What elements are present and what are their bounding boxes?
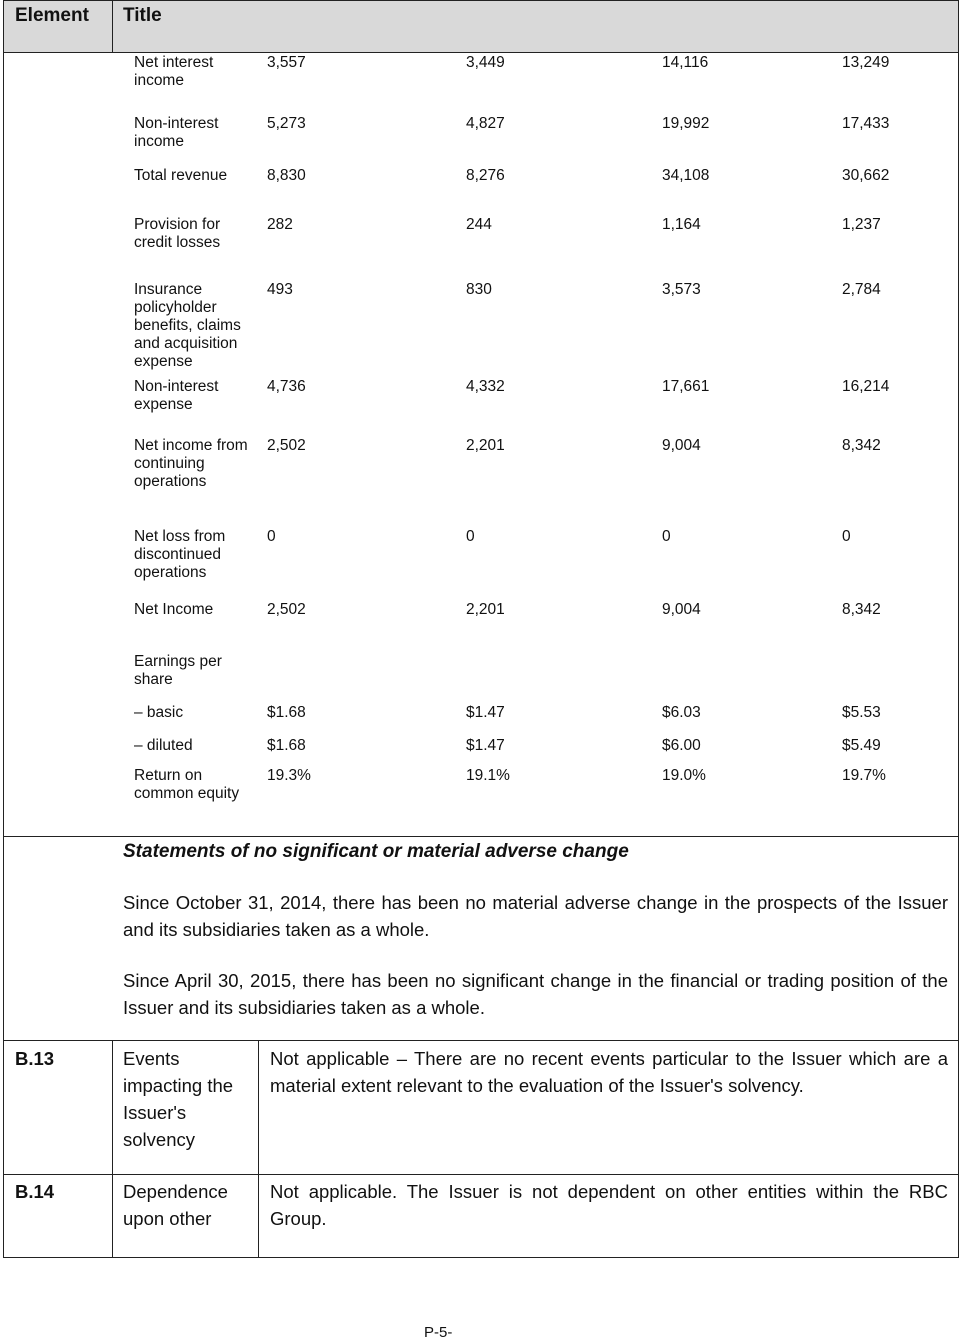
page-number: P-5- [424,1324,453,1341]
element-column-divider-top [112,0,113,52]
row-label: Net interest income [134,54,214,89]
row-divider-b14 [3,1174,959,1175]
cell-value: 19.7% [842,767,886,784]
cell-value: 3,557 [267,54,306,71]
element-text: Not applicable – There are no recent events particular to the Issuer which are a material extent relevant to the evaluation of the Issuer's solvency. [270,1048,948,1096]
element-id: B.14 [15,1181,55,1202]
cell-value: 9,004 [662,437,701,454]
cell-value: 19,992 [662,115,710,132]
cell-value: 17,661 [662,378,710,395]
cell-value: 244 [466,216,492,233]
cell-value: 4,736 [267,378,306,395]
cell-value: 2,502 [267,437,306,454]
row-label: – diluted [134,737,193,754]
row-label: Total revenue [134,167,228,184]
cell-value: 282 [267,216,293,233]
row-label: Non-interest expense [134,378,219,413]
row-label: Provision for credit losses [134,216,221,251]
cell-value: 34,108 [662,167,710,184]
cell-value: 2,502 [267,601,306,618]
cell-value: $1.47 [466,704,505,721]
cell-value: 0 [662,528,671,545]
cell-value: 19.3% [267,767,311,784]
cell-value: 16,214 [842,378,890,395]
cell-value: 17,433 [842,115,890,132]
cell-value: 493 [267,281,293,298]
cell-value: 0 [267,528,276,545]
cell-value: $5.49 [842,737,881,754]
title-column-divider-lower [258,1040,259,1258]
cell-value: 5,273 [267,115,306,132]
cell-value: 0 [466,528,475,545]
cell-value: 830 [466,281,492,298]
row-label: – basic [134,704,184,721]
cell-value: 2,784 [842,281,881,298]
paragraph: Since April 30, 2015, there has been no significant change in the financial or trading position of the Issuer and its subsidiaries taken as a whole. [123,970,948,1018]
cell-value: 2,201 [466,601,505,618]
cell-value: 9,004 [662,601,701,618]
cell-value: $6.03 [662,704,701,721]
cell-value: 30,662 [842,167,890,184]
row-divider-financial [3,836,959,837]
cell-value: 1,237 [842,216,881,233]
cell-value: 8,830 [267,167,306,184]
cell-value: $1.68 [267,737,306,754]
cell-value: 19.1% [466,767,510,784]
paragraph: Since October 31, 2014, there has been no material adverse change in the prospects of the Issuer and its subsidiaries taken as a whole. [123,892,948,940]
cell-value: $5.53 [842,704,881,721]
row-label: Net Income [134,601,214,618]
cell-value: 8,342 [842,601,881,618]
cell-value: 3,449 [466,54,505,71]
row-label: Insurance policyholder benefits, claims and acquisition expense [134,281,241,370]
cell-value: $1.47 [466,737,505,754]
cell-value: 8,276 [466,167,505,184]
cell-value: 4,827 [466,115,505,132]
cell-value: $1.68 [267,704,306,721]
header-divider [3,52,959,53]
element-title: Dependence upon other [123,1181,228,1229]
element-column-divider-lower [112,1040,113,1258]
header-title: Title [123,5,162,26]
row-label: Earnings per share [134,653,222,688]
cell-value: 3,573 [662,281,701,298]
cell-value: 0 [842,528,851,545]
header-element: Element [15,5,89,26]
cell-value: 13,249 [842,54,890,71]
cell-value: 19.0% [662,767,706,784]
cell-value: 8,342 [842,437,881,454]
cell-value: 2,201 [466,437,505,454]
cell-value: 14,116 [662,54,709,71]
cell-value: 1,164 [662,216,701,233]
row-label: Non-interest income [134,115,219,150]
row-label: Net income from continuing operations [134,437,248,490]
row-label: Return on common equity [134,767,240,802]
cell-value: $6.00 [662,737,701,754]
element-title: Events impacting the Issuer's solvency [123,1048,234,1150]
row-label: Net loss from discontinued operations [134,528,226,581]
section-heading: Statements of no significant or material adverse change [123,841,629,862]
row-divider-b13 [3,1040,959,1041]
element-text: Not applicable. The Issuer is not dependent on other entities within the RBC Group. [270,1181,948,1229]
cell-value: 4,332 [466,378,505,395]
element-id: B.13 [15,1048,55,1069]
